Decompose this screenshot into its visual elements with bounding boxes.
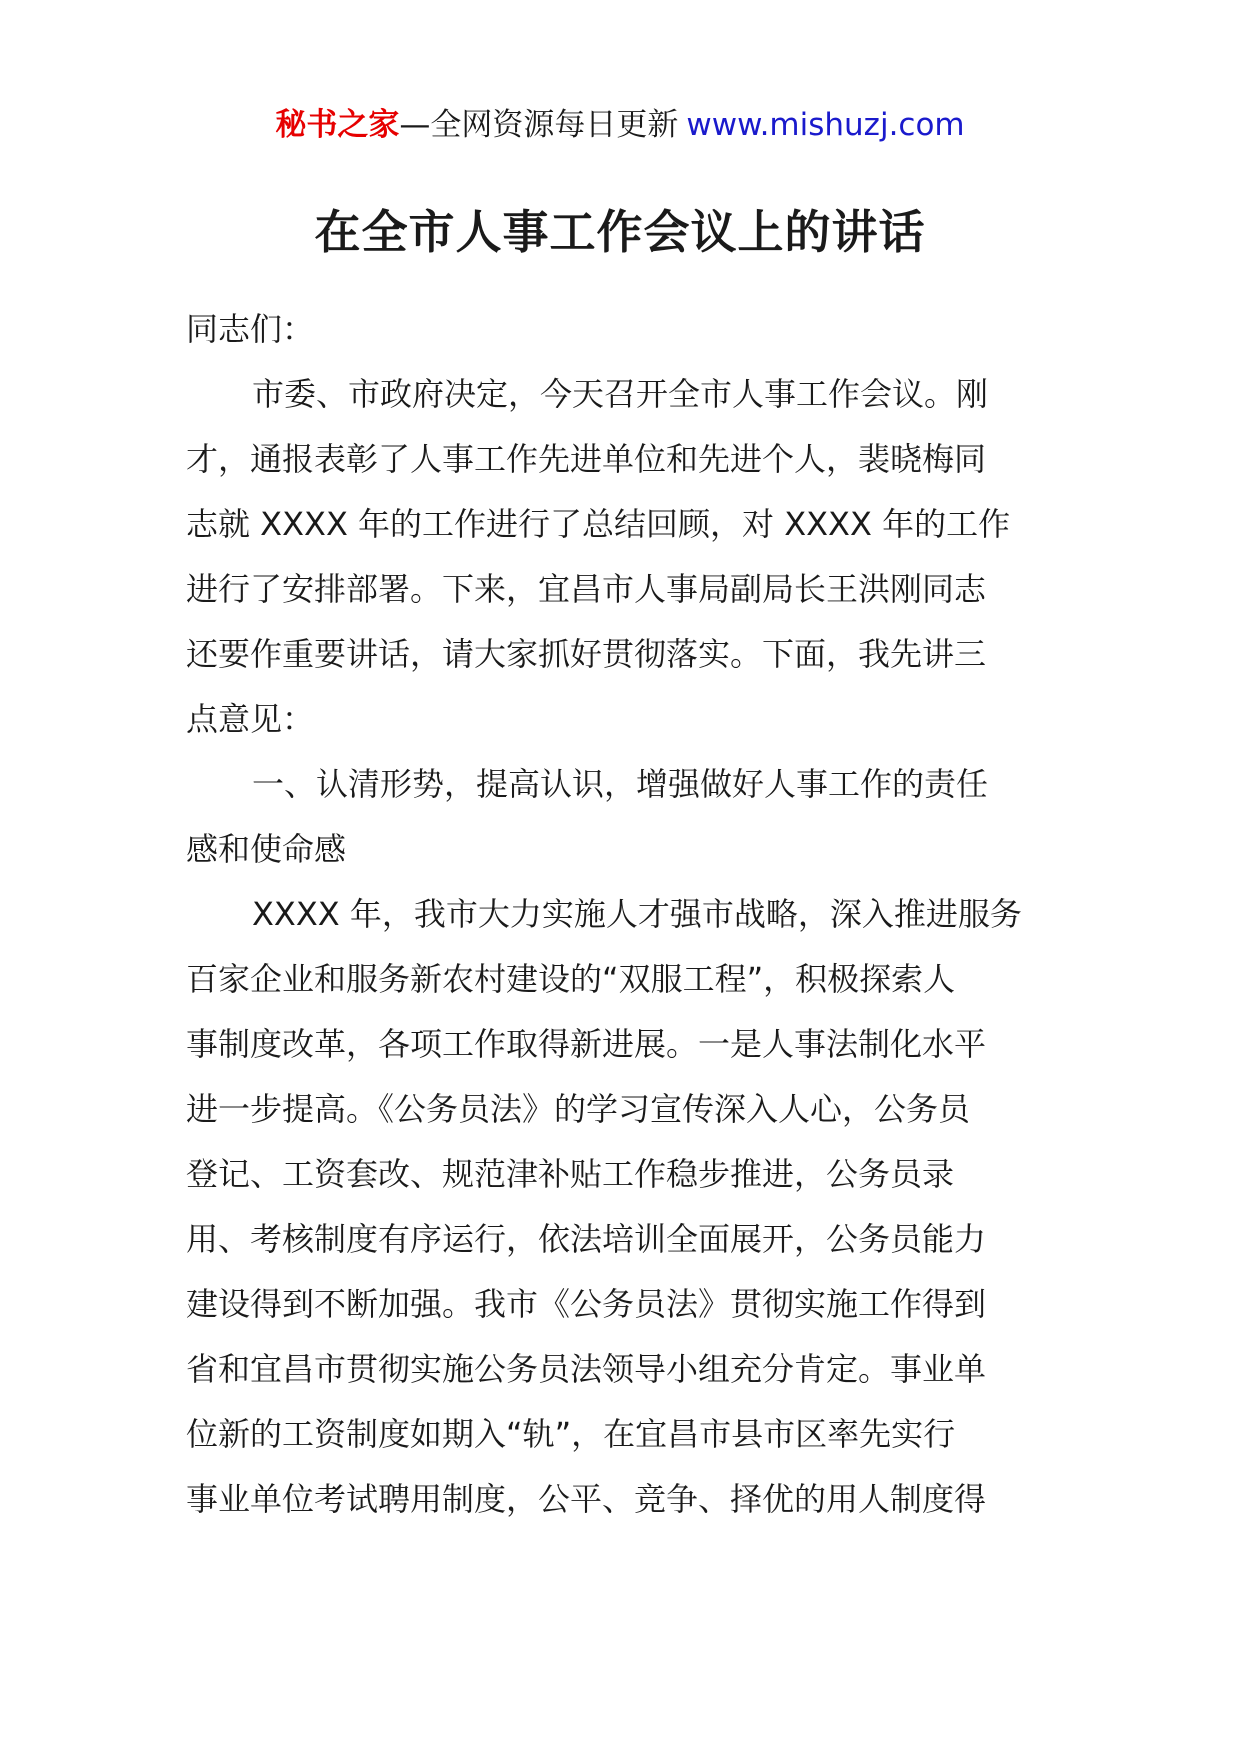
paragraph-line: 才，通报表彰了人事工作先进单位和先进个人，裴晓梅同 — [186, 440, 987, 478]
paragraph-line: 点意见： — [186, 700, 315, 738]
paragraph-line: XXXX 年，我市大力实施人才强市战略，深入推进服务 — [252, 895, 1022, 933]
brand-name: 秘书之家 — [275, 107, 400, 143]
paragraph-line: 登记、工资套改、规范津补贴工作稳步推进，公务员录 — [186, 1155, 955, 1193]
paragraph-line: 省和宜昌市贯彻实施公务员法领导小组充分肯定。事业单 — [186, 1350, 987, 1388]
paragraph-line: 市委、市政府决定，今天召开全市人事工作会议。刚 — [252, 375, 989, 413]
section-heading-line: 一、认清形势，提高认识，增强做好人事工作的责任 — [252, 765, 989, 803]
paragraph-line: 还要作重要讲话，请大家抓好贯彻落实。下面，我先讲三 — [186, 635, 987, 673]
paragraph-line: 进行了安排部署。下来，宜昌市人事局副局长王洪刚同志 — [186, 570, 987, 608]
section-heading-line: 感和使命感 — [186, 830, 347, 868]
site-slogan: —全网资源每日更新 — [399, 107, 679, 143]
paragraph-line: 建设得到不断加强。我市《公务员法》贯彻实施工作得到 — [186, 1285, 987, 1323]
paragraph-line: 百家企业和服务新农村建设的“双服工程”，积极探索人 — [186, 960, 956, 998]
document-body — [186, 297, 1066, 1532]
site-header — [0, 103, 1240, 147]
paragraph-line: 进一步提高。《公务员法》的学习宣传深入人心，公务员 — [186, 1090, 971, 1128]
paragraph-line: 志就 XXXX 年的工作进行了总结回顾，对 XXXX 年的工作 — [186, 505, 1011, 543]
paragraph-line: 事制度改革，各项工作取得新进展。一是人事法制化水平 — [186, 1025, 987, 1063]
paragraph-line: 事业单位考试聘用制度，公平、竞争、择优的用人制度得 — [186, 1480, 987, 1518]
paragraph-line: 位新的工资制度如期入“轨”，在宜昌市县市区率先实行 — [186, 1415, 956, 1453]
document-title: 在全市人事工作会议上的讲话 — [314, 205, 926, 259]
site-url-link[interactable]: www.mishuzj.com — [686, 107, 965, 143]
salutation-line: 同志们： — [186, 310, 315, 348]
paragraph-line: 用、考核制度有序运行，依法培训全面展开，公务员能力 — [186, 1220, 987, 1258]
